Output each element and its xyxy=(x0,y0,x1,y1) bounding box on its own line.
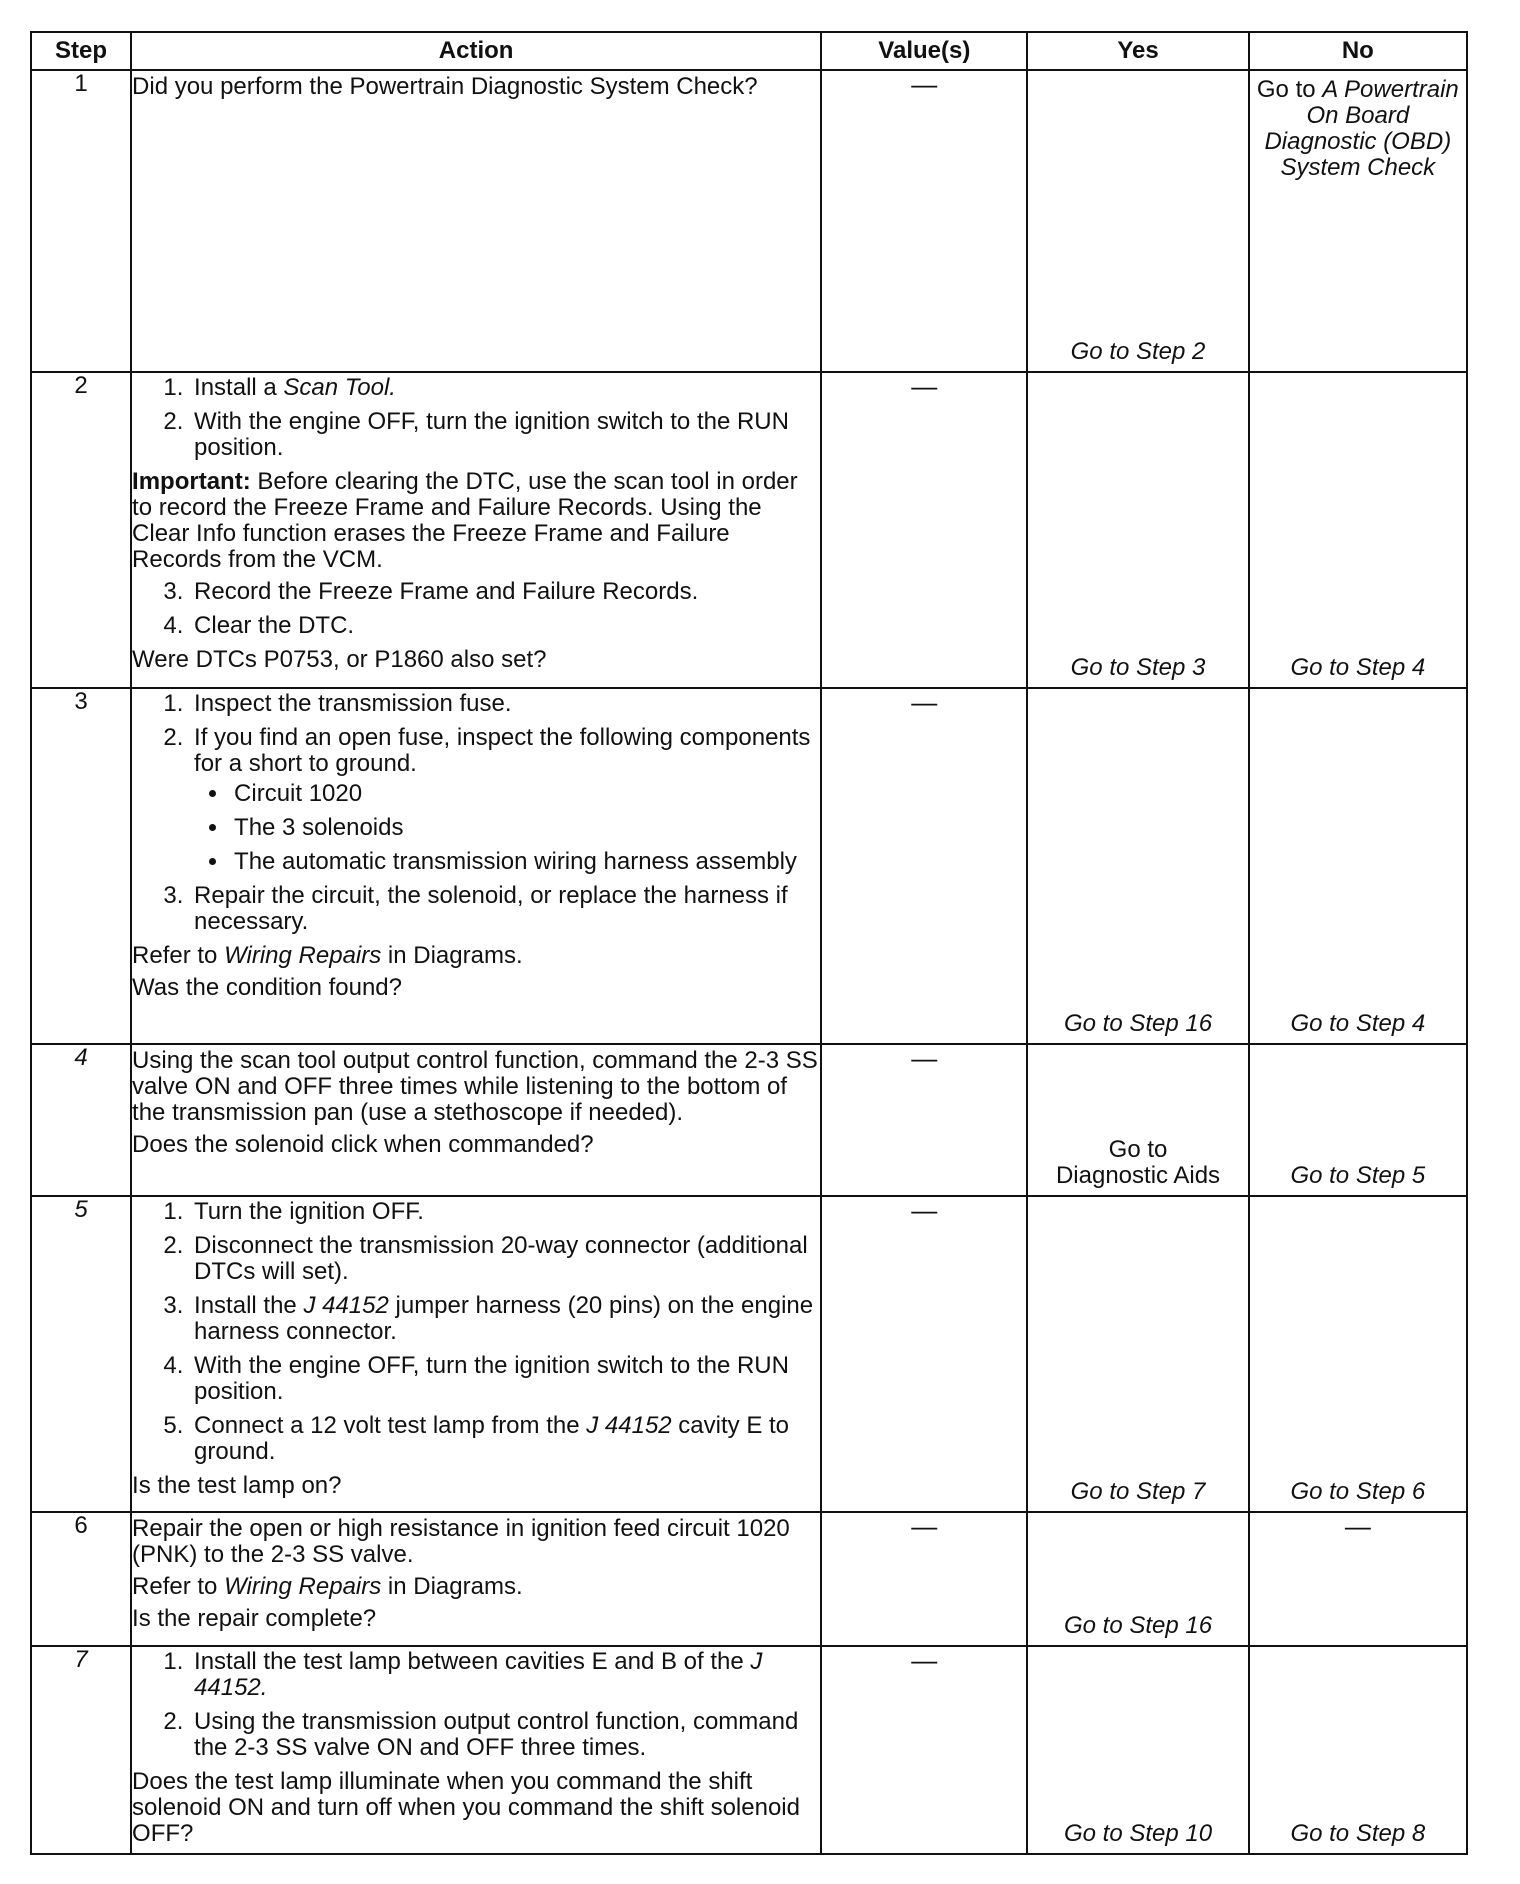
important-label: Important: xyxy=(132,468,251,495)
no-goto-link[interactable]: Go to Step 4 xyxy=(1290,654,1426,681)
list-item: 2. With the engine OFF, turn the ignition switch to the RUN position. xyxy=(190,409,820,461)
no-goto-link[interactable]: Go to Step 4 xyxy=(1290,1010,1426,1037)
goto-line: Diagnostic Aids xyxy=(1055,1162,1221,1189)
item-emphasis: J 44152 xyxy=(586,1412,672,1439)
yes-goto-link[interactable] xyxy=(1028,1137,1247,1189)
yes-goto-link[interactable]: Go to Step 2 xyxy=(1070,338,1206,365)
no-cell xyxy=(1249,1196,1467,1512)
list-item: 2. Disconnect the transmission 20-way connector (additional DTCs will set). xyxy=(190,1233,820,1285)
ref-link[interactable]: Wiring Repairs xyxy=(224,942,382,969)
important-note xyxy=(132,469,820,573)
step-number: 2 xyxy=(31,372,131,688)
ref-prefix: Refer to xyxy=(132,1573,225,1600)
no-goto-link[interactable]: Go to Step 6 xyxy=(1290,1478,1426,1505)
value-cell: — xyxy=(821,688,1027,1044)
yes-cell xyxy=(1027,372,1248,688)
item-text: Install a xyxy=(194,374,284,401)
no-goto-link[interactable]: Go to Step 5 xyxy=(1290,1162,1426,1189)
value-cell: — xyxy=(821,1196,1027,1512)
no-goto-link[interactable] xyxy=(1254,77,1462,181)
yes-goto-link[interactable]: Go to Step 16 xyxy=(1063,1010,1213,1037)
yes-goto-link[interactable]: Go to Step 16 xyxy=(1063,1612,1213,1639)
action-cell xyxy=(131,70,821,372)
question-text: Did you perform the Powertrain Diagnostic System Check? xyxy=(132,73,758,100)
yes-goto-link[interactable]: Go to Step 7 xyxy=(1070,1478,1206,1505)
list-item: 4. With the engine OFF, turn the ignition switch to the RUN position. xyxy=(190,1353,820,1405)
value-cell: — xyxy=(821,1646,1027,1854)
goto-prefix: Go to xyxy=(1256,76,1323,103)
step-number: 7 xyxy=(31,1646,131,1854)
step-number: 4 xyxy=(31,1044,131,1196)
no-cell xyxy=(1249,1044,1467,1196)
item-text: cavity E to ground. xyxy=(194,1412,790,1465)
list-item xyxy=(190,725,820,875)
step-list xyxy=(132,691,820,935)
step-list xyxy=(132,375,820,461)
item-text: Connect a 12 volt test lamp from the xyxy=(194,1412,587,1439)
value-cell: — xyxy=(821,1512,1027,1646)
step-number: 6 xyxy=(31,1512,131,1646)
step-number: 3 xyxy=(31,688,131,1044)
list-item: 1. Inspect the transmission fuse. xyxy=(190,691,820,717)
action-text: Repair the open or high resistance in ignition feed circuit 1020 (PNK) to the 2-3 SS valve. xyxy=(132,1515,790,1568)
yes-cell xyxy=(1027,688,1248,1044)
item-text: jumper harness (20 pins) on the engine harness connector. xyxy=(194,1292,814,1345)
item-emphasis: J 44152 xyxy=(303,1292,389,1319)
goto-line: Go to xyxy=(1108,1136,1168,1163)
header-yes: Yes xyxy=(1027,32,1248,70)
no-goto-link[interactable]: Go to Step 8 xyxy=(1290,1820,1426,1847)
bullet-list xyxy=(194,781,820,875)
list-item xyxy=(190,1413,820,1465)
action-cell xyxy=(131,372,821,688)
question-text: Is the repair complete? xyxy=(132,1605,377,1632)
header-values: Value(s) xyxy=(821,32,1027,70)
list-item: 4. Clear the DTC. xyxy=(190,613,820,639)
item-emphasis: Scan Tool. xyxy=(283,374,396,401)
yes-cell xyxy=(1027,1044,1248,1196)
yes-goto-link[interactable]: Go to Step 10 xyxy=(1063,1820,1213,1847)
list-item: 2. Using the transmission output control function, command the 2-3 SS valve ON and OFF three times. xyxy=(190,1709,820,1761)
action-text: Using the scan tool output control function, command the 2-3 SS valve ON and OFF three times while listening to the bottom of the transmission pan (use a stethoscope if needed). xyxy=(132,1047,818,1126)
question-text: Does the test lamp illuminate when you command the shift solenoid ON and turn off when you command the shift solenoid OFF? xyxy=(132,1768,800,1847)
table-row xyxy=(31,1512,1467,1646)
header-row xyxy=(31,32,1467,70)
action-cell xyxy=(131,1512,821,1646)
yes-cell xyxy=(1027,70,1248,372)
step-list xyxy=(132,579,820,639)
step-number: 1 xyxy=(31,70,131,372)
table-row xyxy=(31,70,1467,372)
header-action: Action xyxy=(131,32,821,70)
no-cell xyxy=(1249,372,1467,688)
table-row xyxy=(31,688,1467,1044)
list-item: 3. Repair the circuit, the solenoid, or replace the harness if necessary. xyxy=(190,883,820,935)
value-cell: — xyxy=(821,1044,1027,1196)
item-text: Install the test lamp between cavities E and B of the xyxy=(194,1648,751,1675)
reference-text xyxy=(132,1574,820,1600)
item-text: If you find an open fuse, inspect the following components for a short to ground. xyxy=(194,724,811,777)
yes-goto-link[interactable]: Go to Step 3 xyxy=(1070,654,1206,681)
value-cell: — xyxy=(821,70,1027,372)
no-cell xyxy=(1249,688,1467,1044)
action-cell xyxy=(131,1196,821,1512)
table-row xyxy=(31,372,1467,688)
question-text: Does the solenoid click when commanded? xyxy=(132,1131,594,1158)
bullet-item: • The automatic transmission wiring harness assembly xyxy=(230,849,820,875)
list-item xyxy=(190,1649,820,1701)
action-cell xyxy=(131,1044,821,1196)
goto-target: A Powertrain On Board Diagnostic (OBD) System Check xyxy=(1264,76,1459,181)
no-cell xyxy=(1249,70,1467,372)
diagnostic-table xyxy=(30,31,1468,1855)
list-item xyxy=(190,1293,820,1345)
step-number: 5 xyxy=(31,1196,131,1512)
action-cell xyxy=(131,688,821,1044)
header-step: Step xyxy=(31,32,131,70)
step-list xyxy=(132,1649,820,1761)
question-text: Is the test lamp on? xyxy=(132,1472,342,1499)
item-text: Install the xyxy=(194,1292,304,1319)
list-item: 1. Turn the ignition OFF. xyxy=(190,1199,820,1225)
action-cell xyxy=(131,1646,821,1854)
list-item: 3. Record the Freeze Frame and Failure Records. xyxy=(190,579,820,605)
step-list xyxy=(132,1199,820,1465)
bullet-item: • The 3 solenoids xyxy=(230,815,820,841)
yes-cell xyxy=(1027,1196,1248,1512)
ref-suffix: in Diagrams. xyxy=(381,942,523,969)
no-cell: — xyxy=(1249,1512,1467,1646)
table-row xyxy=(31,1196,1467,1512)
yes-cell xyxy=(1027,1512,1248,1646)
ref-prefix: Refer to xyxy=(132,942,225,969)
ref-link[interactable]: Wiring Repairs xyxy=(224,1573,382,1600)
header-no: No xyxy=(1249,32,1467,70)
important-text: Before clearing the DTC, use the scan tool in order to record the Freeze Frame and Failure Records. Using the Clear Info function erases the Freeze Frame and Failure Records from the VCM. xyxy=(132,468,798,573)
table-row xyxy=(31,1646,1467,1854)
value-cell: — xyxy=(821,372,1027,688)
bullet-item: • Circuit 1020 xyxy=(230,781,820,807)
no-cell xyxy=(1249,1646,1467,1854)
table-row xyxy=(31,1044,1467,1196)
question-text: Were DTCs P0753, or P1860 also set? xyxy=(132,646,547,673)
ref-suffix: in Diagrams. xyxy=(381,1573,523,1600)
list-item xyxy=(190,375,820,401)
question-text: Was the condition found? xyxy=(132,974,402,1001)
item-emphasis: J 44152. xyxy=(194,1648,763,1701)
reference-text xyxy=(132,943,820,969)
yes-cell xyxy=(1027,1646,1248,1854)
